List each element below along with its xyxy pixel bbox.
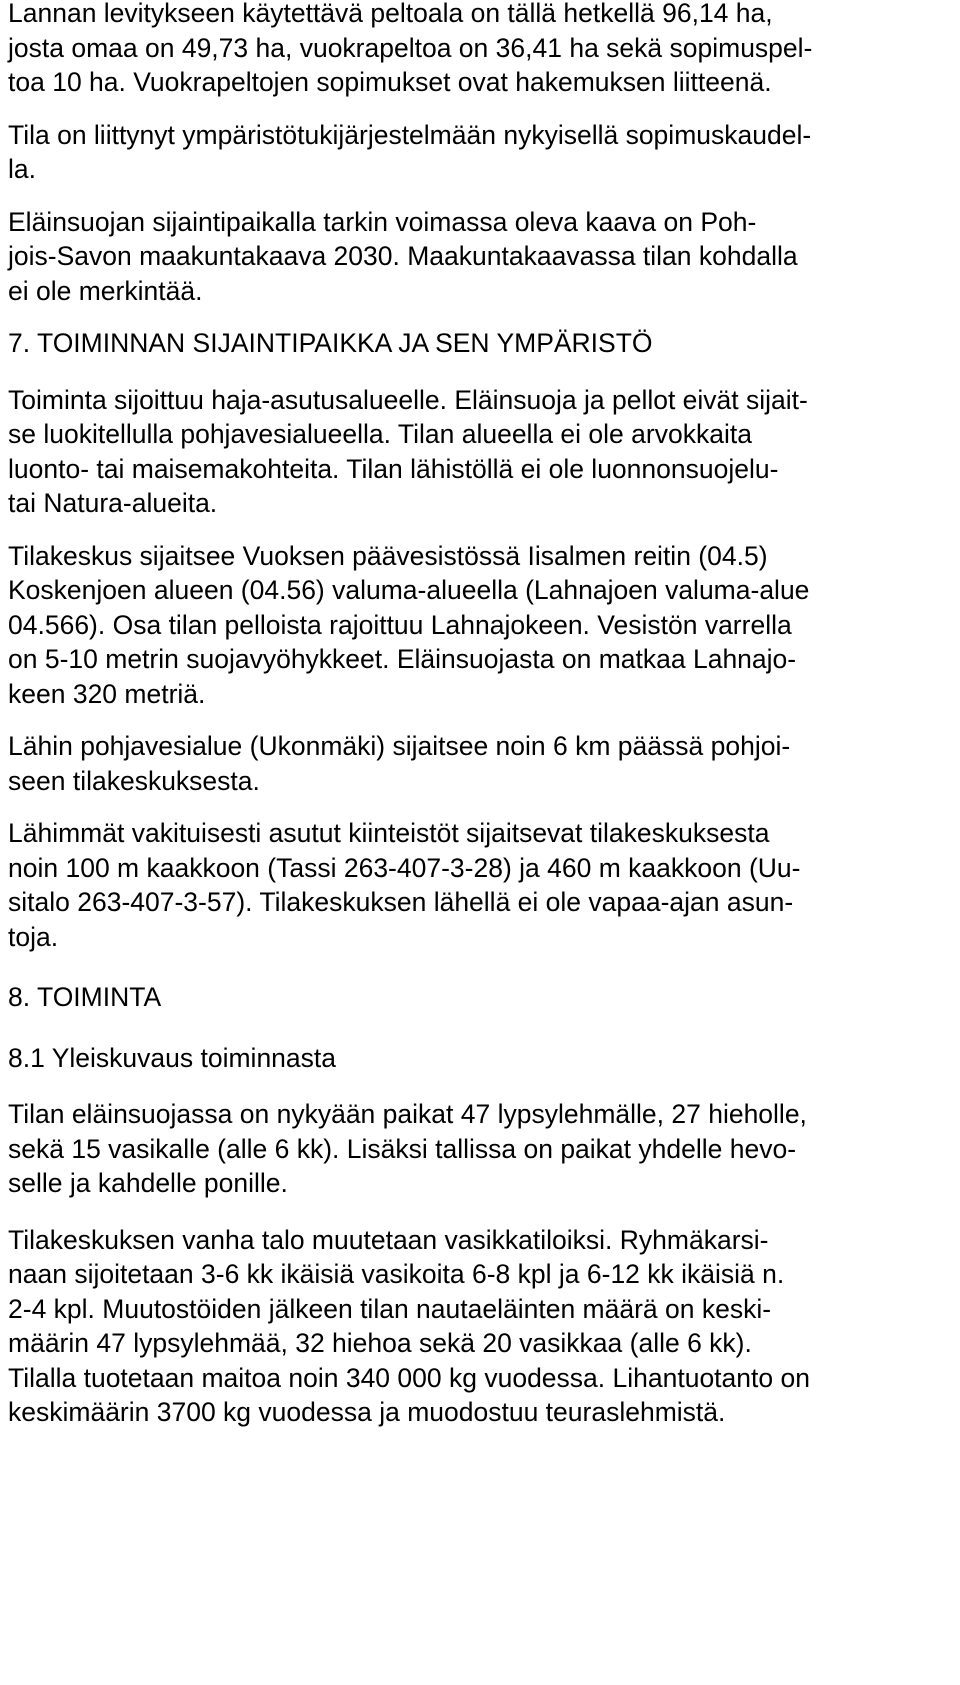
text-line: määrin 47 lypsylehmää, 32 hiehoa sekä 20 vasikkaa (alle 6 kk). — [8, 1328, 752, 1358]
paragraph-field-area — [8, 0, 953, 100]
text-line: 2-4 kpl. Muutostöiden jälkeen tilan nautaeläinten määrä on keski- — [8, 1293, 772, 1324]
text-line: la. — [8, 154, 36, 184]
text-line: Tilan eläinsuojassa on nykyään paikat 47 lypsylehmälle, 27 hieholle, — [8, 1099, 807, 1129]
paragraph-calf-facilities — [8, 1223, 953, 1430]
text-line: se luokitellulla pohjavesialueella. Tilan alueella ei ole arvokkaita — [8, 419, 752, 449]
text-line: Tilakeskuksen vanha talo muutetaan vasikkatiloiksi. Ryhmäkarsi- — [8, 1224, 769, 1255]
section-heading-8 — [8, 980, 953, 1015]
text-line: Koskenjoen alueen (04.56) valuma-alueella (Lahnajoen valuma-alue — [8, 575, 810, 605]
document-page — [8, 0, 953, 1430]
paragraph-zoning-plan — [8, 205, 953, 309]
section-heading-7 — [8, 326, 953, 361]
text-line: Eläinsuojan sijaintipaikalla tarkin voimassa oleva kaava on Poh- — [8, 206, 757, 237]
text-line: sekä 15 vasikalle (alle 6 kk). Lisäksi tallissa on paikat yhdelle hevo- — [8, 1133, 797, 1164]
text-line: keskimäärin 3700 kg vuodessa ja muodostuu teuraslehmistä. — [8, 1397, 726, 1427]
text-line: seen tilakeskuksesta. — [8, 765, 260, 796]
text-line: noin 100 m kaakkoon (Tassi 263-407-3-28) ja 460 m kaakkoon (Uu- — [8, 852, 801, 883]
text-line: toa 10 ha. Vuokrapeltojen sopimukset ovat hakemuksen liitteenä. — [8, 67, 772, 97]
paragraph-watershed — [8, 539, 953, 712]
text-line: selle ja kahdelle ponille. — [8, 1168, 288, 1198]
text-line: Lähin pohjavesialue (Ukonmäki) sijaitsee noin 6 km päässä pohjoi- — [8, 731, 791, 761]
section-heading-8-1 — [8, 1041, 953, 1076]
text-line: Toiminta sijoittuu haja-asutusalueelle. Eläinsuoja ja pellot eivät sijait- — [8, 384, 808, 415]
text-line: 04.566). Osa tilan pelloista rajoittuu Lahnajokeen. Vesistön varrella — [8, 609, 792, 640]
paragraph-groundwater — [8, 729, 953, 798]
text-line: josta omaa on 49,73 ha, vuokrapeltoa on 36,41 ha sekä sopimuspel- — [8, 32, 813, 63]
text-line: luonto- tai maisemakohteita. Tilan lähistöllä ei ole luonnonsuojelu- — [8, 453, 779, 484]
paragraph-environmental-support — [8, 118, 953, 187]
heading-text: 7. TOIMINNAN SIJAINTIPAIKKA JA SEN YMPÄRISTÖ — [8, 328, 653, 358]
text-line: Tila on liittynyt ympäristötukijärjestelmään nykyisellä sopimuskaudel- — [8, 119, 812, 150]
text-line: tai Natura-alueita. — [8, 488, 218, 518]
text-line: toja. — [8, 921, 59, 952]
text-line: naan sijoitetaan 3-6 kk ikäisiä vasikoita 6-8 kpl ja 6-12 kk ikäisiä n. — [8, 1259, 785, 1289]
text-line: on 5-10 metrin suojavyöhykkeet. Eläinsuojasta on matkaa Lahnajo- — [8, 644, 797, 674]
heading-text: 8. TOIMINTA — [8, 982, 162, 1012]
heading-text: 8.1 Yleiskuvaus toiminnasta — [8, 1042, 337, 1073]
text-line: ei ole merkintää. — [8, 275, 203, 306]
text-line: Lähimmät vakituisesti asutut kiinteistöt sijaitsevat tilakeskuksesta — [8, 818, 770, 848]
paragraph-location — [8, 383, 953, 521]
text-line: Tilakeskus sijaitsee Vuoksen päävesistössä Iisalmen reitin (04.5) — [8, 540, 768, 571]
text-line: sitalo 263-407-3-57). Tilakeskuksen lähellä ei ole vapaa-ajan asun- — [8, 887, 794, 917]
text-line: keen 320 metriä. — [8, 678, 206, 709]
text-line: jois-Savon maakuntakaava 2030. Maakuntakaavassa tilan kohdalla — [8, 241, 798, 271]
paragraph-livestock-places — [8, 1097, 953, 1201]
text-line: Tilalla tuotetaan maitoa noin 340 000 kg vuodessa. Lihantuotanto on — [8, 1362, 810, 1393]
text-line: Lannan levitykseen käytettävä peltoala on tällä hetkellä 96,14 ha, — [8, 0, 773, 28]
paragraph-neighbours — [8, 816, 953, 954]
